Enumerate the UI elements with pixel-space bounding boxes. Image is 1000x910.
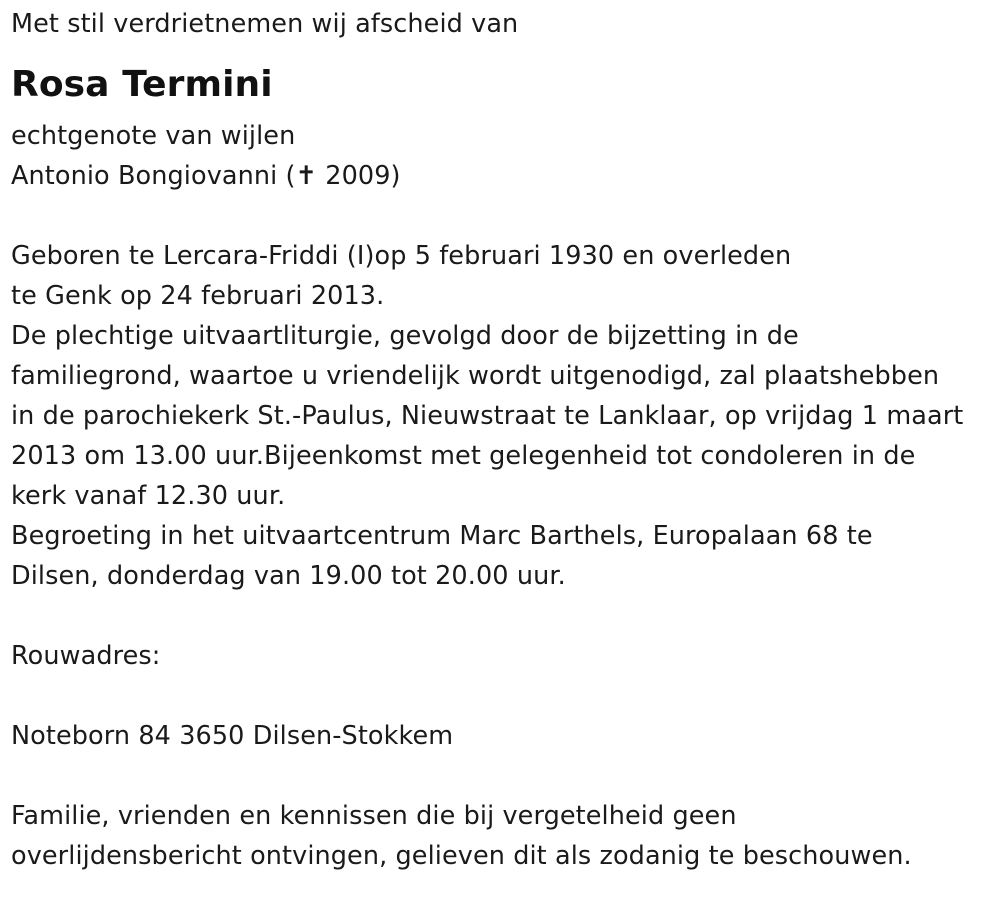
body-line: te Genk op 24 februari 2013. xyxy=(11,281,385,311)
spacer xyxy=(11,756,996,796)
body-line: kerk vanaf 12.30 uur. xyxy=(11,481,286,511)
body-line: Dilsen, donderdag van 19.00 tot 20.00 uur. xyxy=(11,561,566,591)
notice-body xyxy=(11,236,996,596)
spacer xyxy=(11,196,996,236)
closing-note xyxy=(11,796,996,876)
body-line: familiegrond, waartoe u vriendelijk wordt uitgenodigd, zal plaatshebben xyxy=(11,361,940,391)
spouse-name: Antonio Bongiovanni (✝ 2009) xyxy=(11,161,401,191)
body-line: Geboren te Lercara-Friddi (I)op 5 februari 1930 en overleden xyxy=(11,241,792,271)
spacer xyxy=(11,596,996,636)
address-label: Rouwadres: xyxy=(11,641,161,671)
spacer xyxy=(11,676,996,716)
intro-text: Met stil verdrietnemen wij afscheid van xyxy=(11,9,519,39)
mourning-address: Noteborn 84 3650 Dilsen-Stokkem xyxy=(11,721,454,751)
body-line: 2013 om 13.00 uur.Bijeenkomst met gelegenheid tot condoleren in de xyxy=(11,441,916,471)
spouse-relation: echtgenote van wijlen xyxy=(11,121,296,151)
deceased-name: Rosa Termini xyxy=(11,64,273,105)
body-line: in de parochiekerk St.-Paulus, Nieuwstraat te Lanklaar, op vrijdag 1 maart xyxy=(11,401,964,431)
closing-line: Familie, vrienden en kennissen die bij vergetelheid geen xyxy=(11,801,737,831)
body-line: Begroeting in het uitvaartcentrum Marc Barthels, Europalaan 68 te xyxy=(11,521,873,551)
body-line: De plechtige uitvaartliturgie, gevolgd door de bijzetting in de xyxy=(11,321,799,351)
death-notice xyxy=(11,4,996,876)
closing-line: overlijdensbericht ontvingen, gelieven dit als zodanig te beschouwen. xyxy=(11,841,912,871)
